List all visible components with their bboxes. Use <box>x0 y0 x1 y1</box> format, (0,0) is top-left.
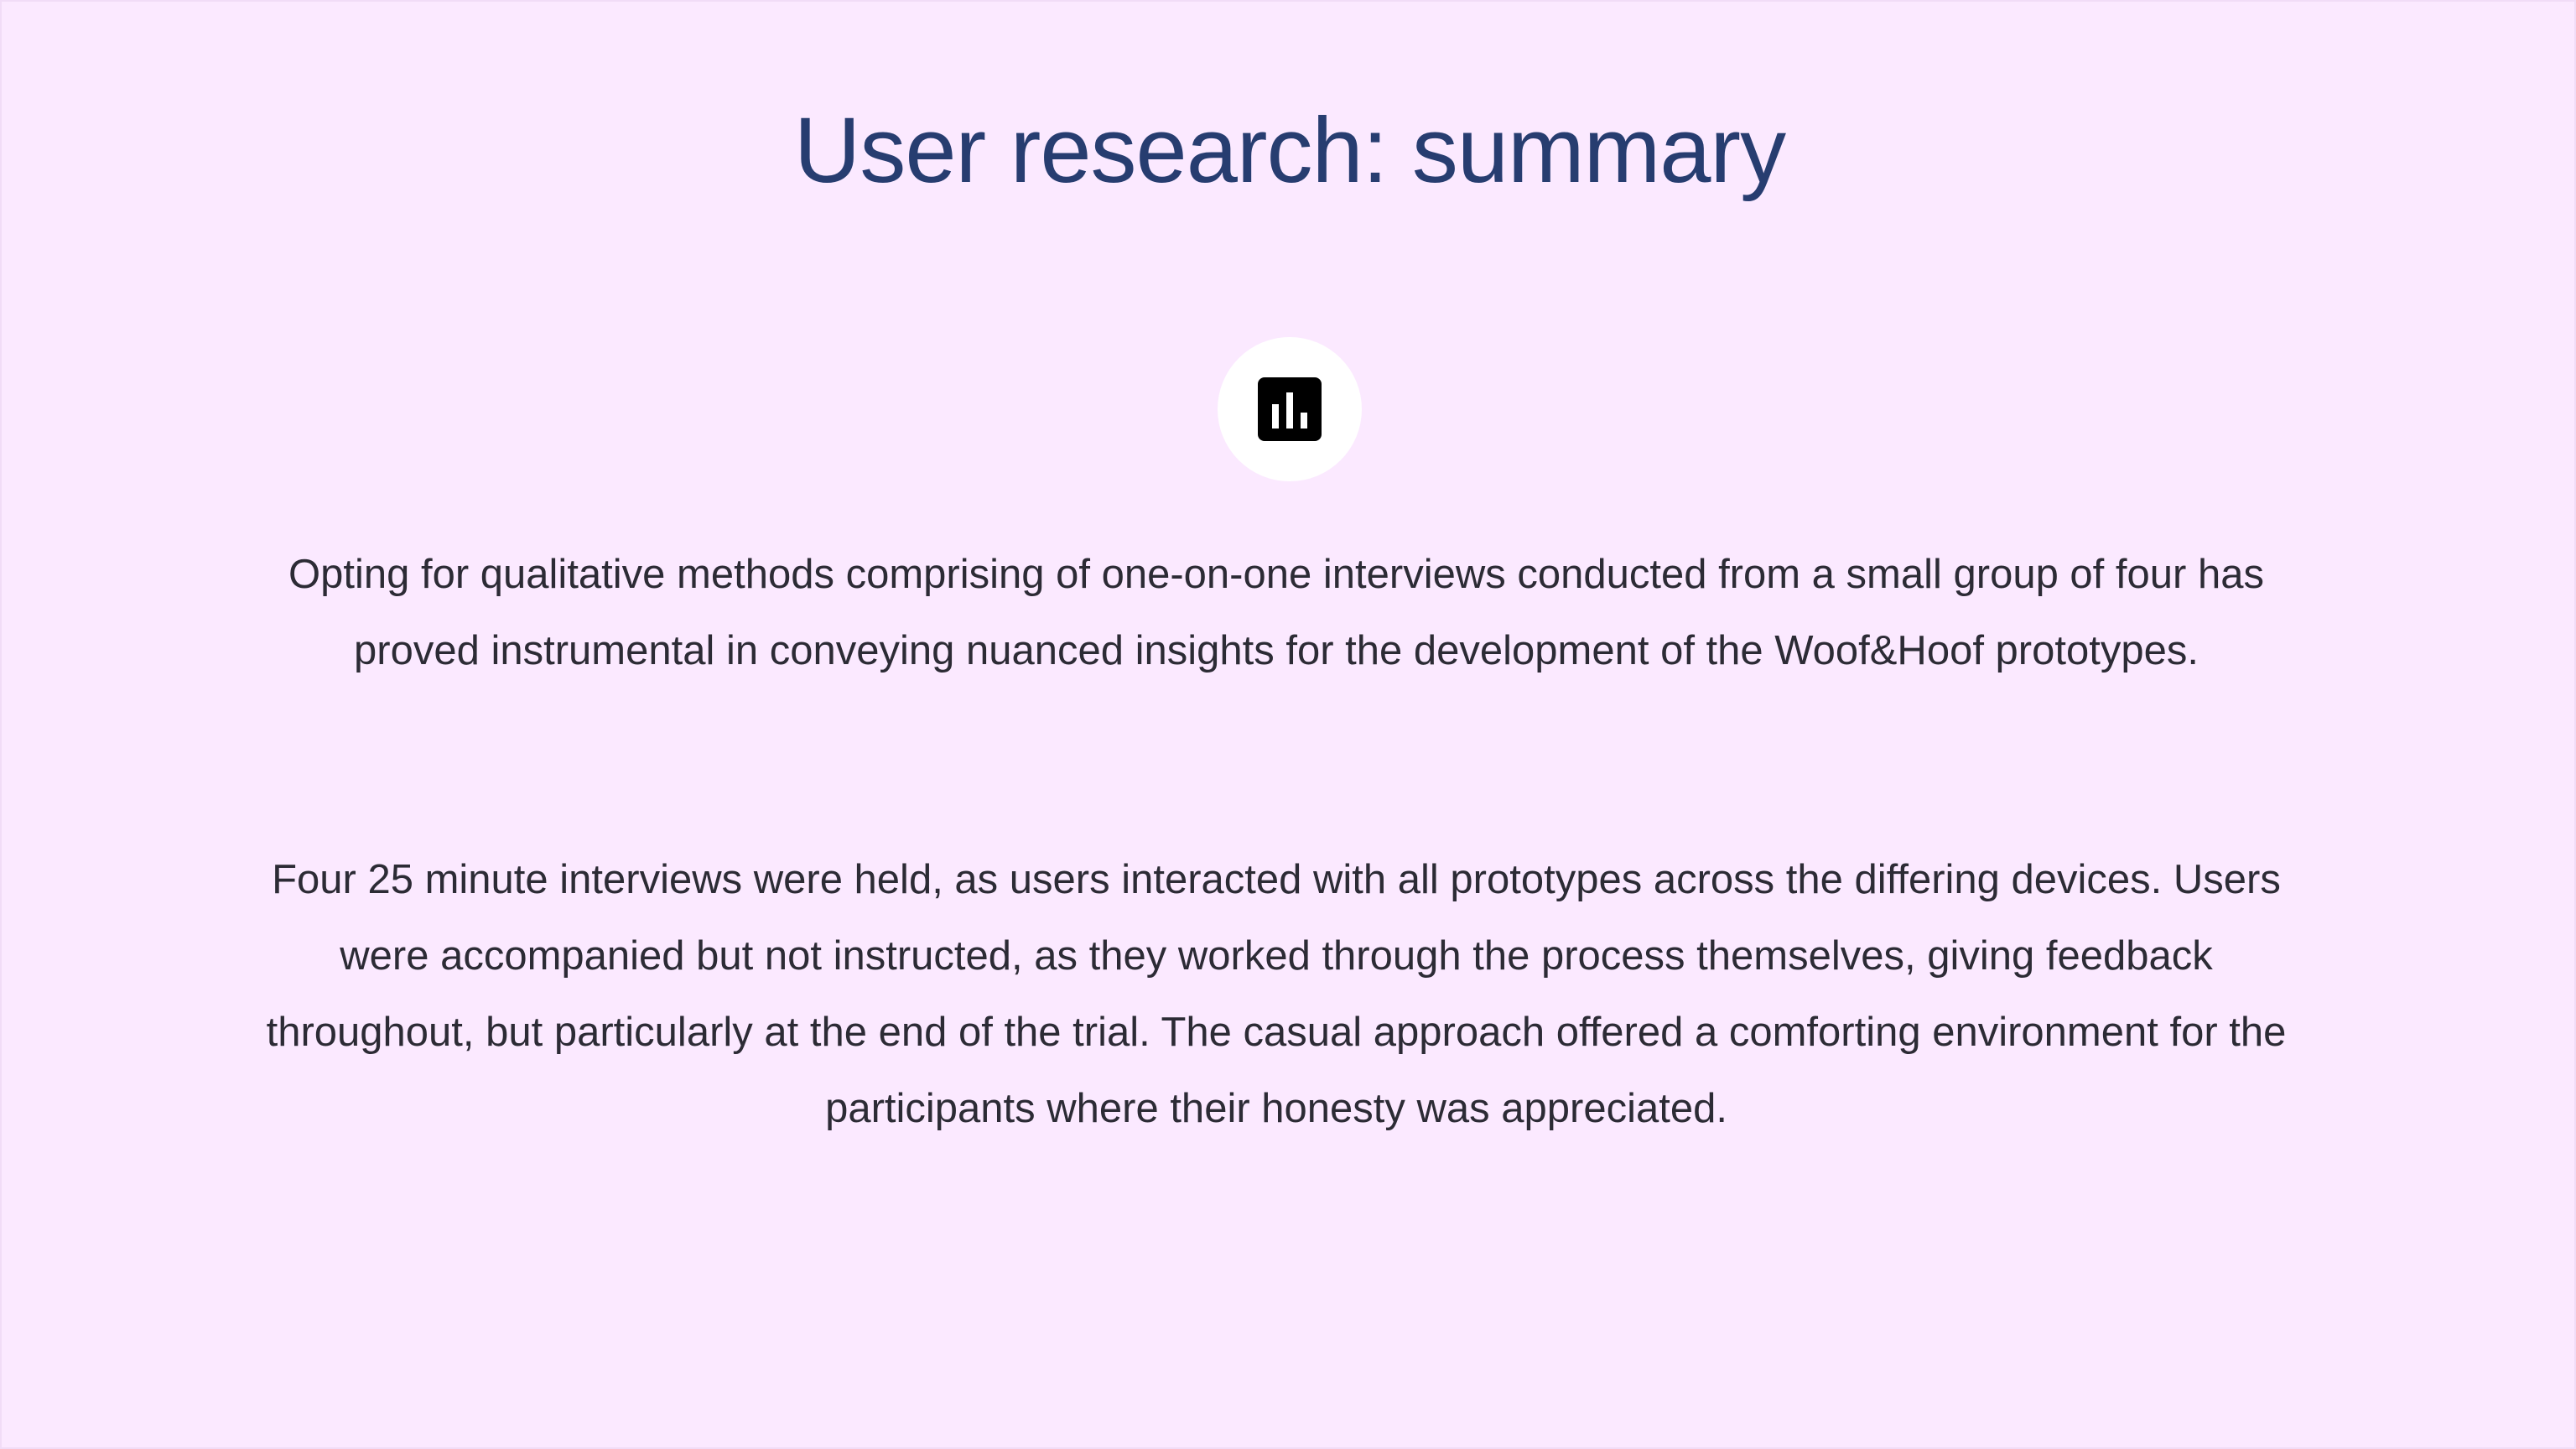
bar-chart-icon <box>1258 377 1322 441</box>
summary-paragraph-interviews: Four 25 minute interviews were held, as users interacted with all prototypes across the differing devices. Users were accompanied but not instructed, as they worked through the process themselves, giving feedback throughout, but particularly at the end of the trial. The casual approach offered a comforting environment for the participants where their honesty was appreciated. <box>266 857 2287 1131</box>
summary-paragraph-methods: Opting for qualitative methods comprising of one-on-one interviews conducted from a small group of four has proved instrumental in conveying nuanced insights for the development of the Woof&Hoof prototypes. <box>288 552 2264 673</box>
icon-badge <box>1218 337 1362 481</box>
page-title: User research: summary <box>793 99 1786 202</box>
